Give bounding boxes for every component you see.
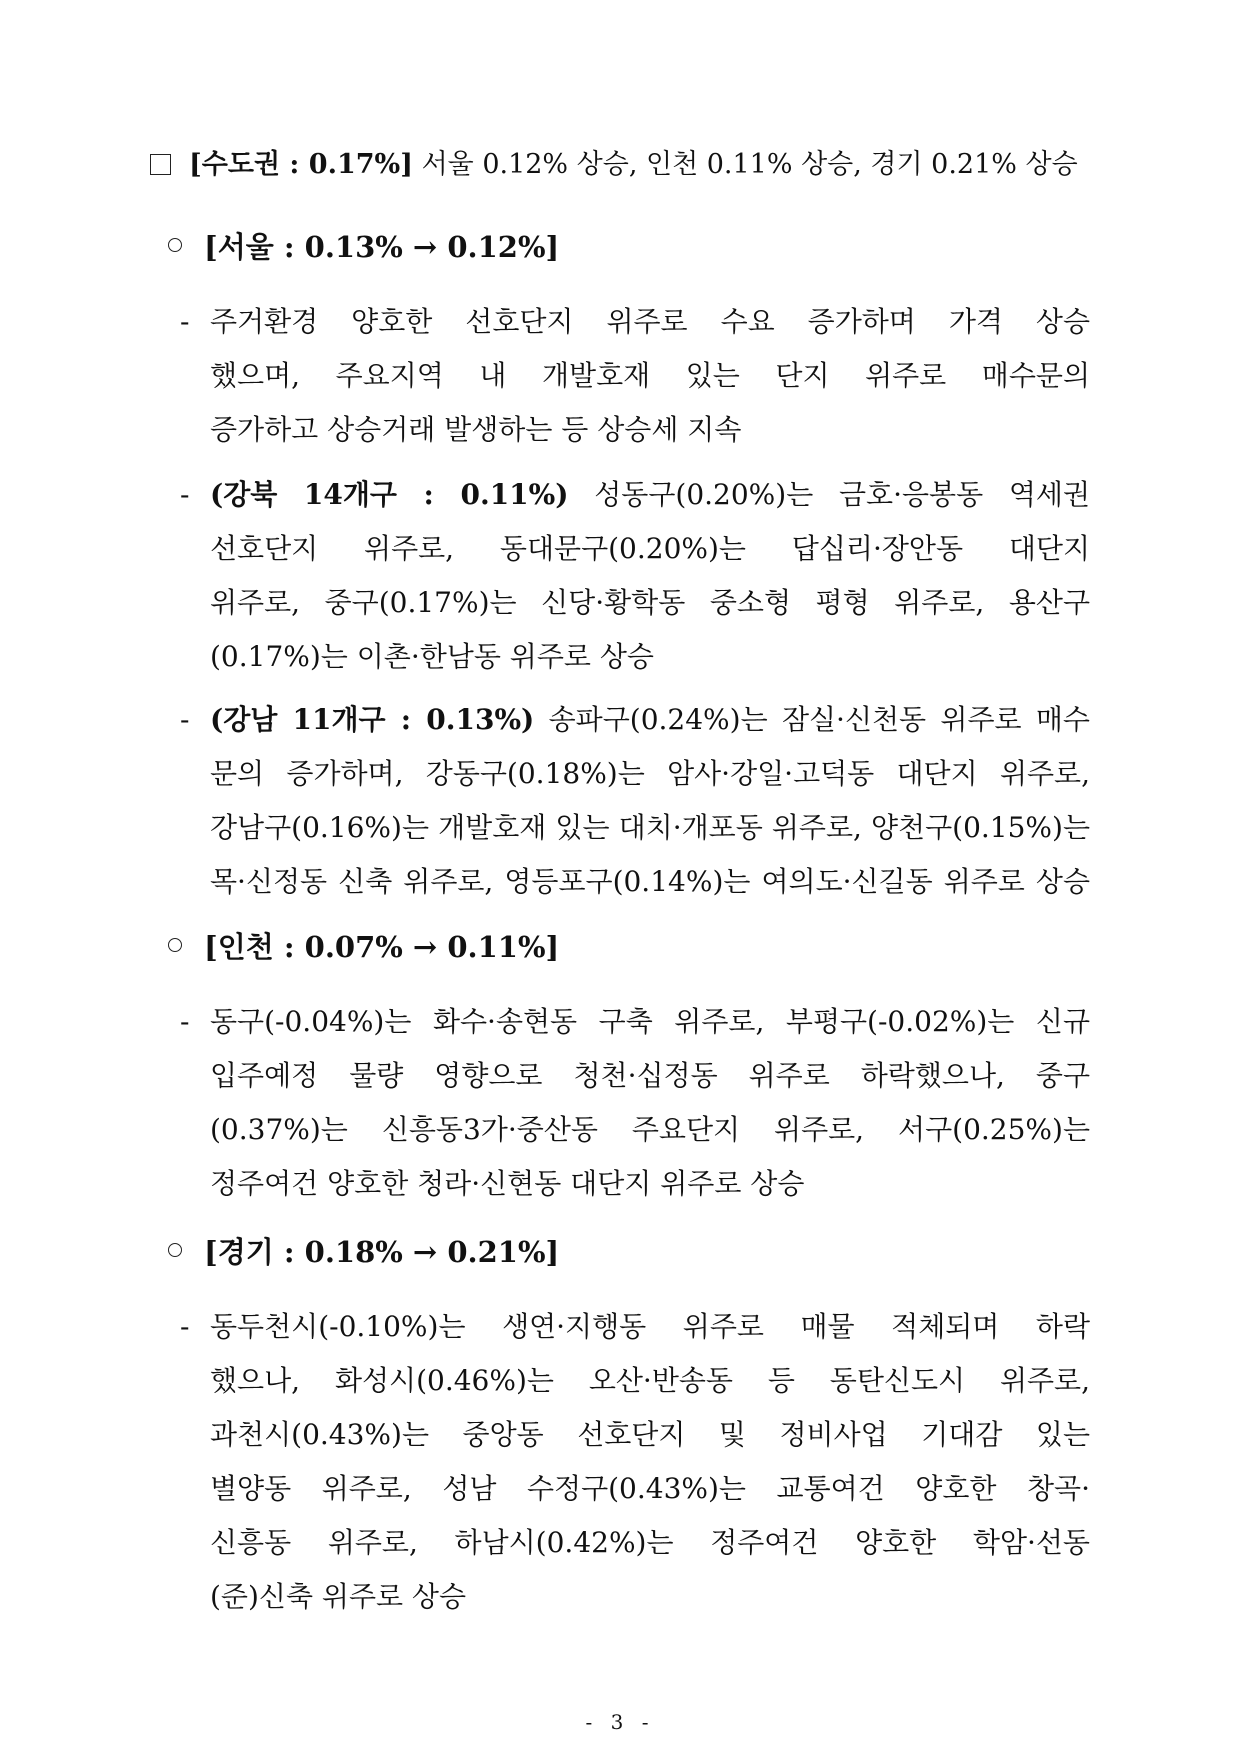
seoul-paragraph-gangbuk bbox=[180, 468, 1090, 684]
text-line bbox=[210, 468, 1090, 522]
text-line: 했으며, 주요지역 내 개발호재 있는 단지 위주로 매수문의 bbox=[210, 359, 1090, 392]
text-line: 선호단지 위주로, 동대문구(0.20%)는 답십리·장안동 대단지 bbox=[210, 532, 1090, 565]
headline-bold: [수도권 : 0.17%] bbox=[189, 149, 413, 180]
circle-bullet-icon bbox=[168, 938, 182, 952]
circle-bullet-icon bbox=[168, 238, 182, 252]
text-line: 위주로, 중구(0.17%)는 신당·황학동 중소형 평형 위주로, 용산구 bbox=[210, 586, 1090, 619]
text-line: (0.17%)는 이촌·한남동 위주로 상승 bbox=[210, 640, 654, 673]
gyeonggi-heading bbox=[168, 1230, 559, 1271]
text-line bbox=[210, 693, 1090, 747]
text-line: 별양동 위주로, 성남 수정구(0.43%)는 교통여건 양호한 창곡· bbox=[210, 1472, 1090, 1505]
dash-bullet: - bbox=[180, 703, 190, 736]
text-span: 성동구(0.20%)는 금호·응봉동 역세권 bbox=[568, 478, 1090, 511]
text-line: 문의 증가하며, 강동구(0.18%)는 암사·강일·고덕동 대단지 위주로, bbox=[210, 757, 1090, 790]
text-line: 했으나, 화성시(0.46%)는 오산·반송동 등 동탄신도시 위주로, bbox=[210, 1364, 1090, 1397]
text-line: 동구(-0.04%)는 화수·송현동 구축 위주로, 부평구(-0.02%)는 신규 bbox=[210, 1005, 1090, 1038]
incheon-heading-text: [인천 : 0.07% → 0.11%] bbox=[204, 930, 560, 964]
text-line: 증가하고 상승거래 발생하는 등 상승세 지속 bbox=[210, 413, 742, 446]
seoul-paragraph-1 bbox=[180, 295, 1090, 457]
gangbuk-label: (강북 14개구 : 0.11%) bbox=[210, 478, 569, 511]
dash-bullet: - bbox=[180, 305, 190, 338]
text-line: 과천시(0.43%)는 중앙동 선호단지 및 정비사업 기대감 있는 bbox=[210, 1418, 1090, 1451]
text-span: 송파구(0.24%)는 잠실·신천동 위주로 매수 bbox=[534, 703, 1090, 736]
section-headline bbox=[150, 142, 1078, 181]
seoul-heading bbox=[168, 225, 559, 266]
text-line: 주거환경 양호한 선호단지 위주로 수요 증가하며 가격 상승 bbox=[210, 305, 1090, 338]
text-line: 동두천시(-0.10%)는 생연·지행동 위주로 매물 적체되며 하락 bbox=[210, 1310, 1090, 1343]
checkbox-square-icon bbox=[150, 154, 171, 175]
text-line: 정주여건 양호한 청라·신현동 대단지 위주로 상승 bbox=[210, 1167, 805, 1200]
text-line: 신흥동 위주로, 하남시(0.42%)는 정주여건 양호한 학암·선동 bbox=[210, 1526, 1090, 1559]
dash-bullet: - bbox=[180, 1005, 190, 1038]
text-line: 강남구(0.16%)는 개발호재 있는 대치·개포동 위주로, 양천구(0.15%)는 bbox=[210, 811, 1090, 844]
text-line: (0.37%)는 신흥동3가·중산동 주요단지 위주로, 서구(0.25%)는 bbox=[210, 1113, 1090, 1146]
incheon-paragraph bbox=[180, 995, 1090, 1211]
text-line: 목·신정동 신축 위주로, 영등포구(0.14%)는 여의도·신길동 위주로 상승 bbox=[210, 865, 1090, 898]
gyeonggi-heading-text: [경기 : 0.18% → 0.21%] bbox=[204, 1235, 560, 1269]
circle-bullet-icon bbox=[168, 1243, 182, 1257]
page-number: - 3 - bbox=[585, 1710, 655, 1734]
text-line: 입주예정 물량 영향으로 청천·십정동 위주로 하락했으나, 중구 bbox=[210, 1059, 1090, 1092]
incheon-heading bbox=[168, 925, 559, 966]
seoul-paragraph-gangnam bbox=[180, 693, 1090, 909]
gyeonggi-paragraph bbox=[180, 1300, 1090, 1624]
dash-bullet: - bbox=[180, 478, 190, 511]
headline-text: 서울 0.12% 상승, 인천 0.11% 상승, 경기 0.21% 상승 bbox=[412, 149, 1078, 180]
gangnam-label: (강남 11개구 : 0.13%) bbox=[210, 703, 535, 736]
seoul-heading-text: [서울 : 0.13% → 0.12%] bbox=[204, 230, 560, 264]
dash-bullet: - bbox=[180, 1310, 190, 1343]
text-line: (준)신축 위주로 상승 bbox=[210, 1580, 467, 1613]
